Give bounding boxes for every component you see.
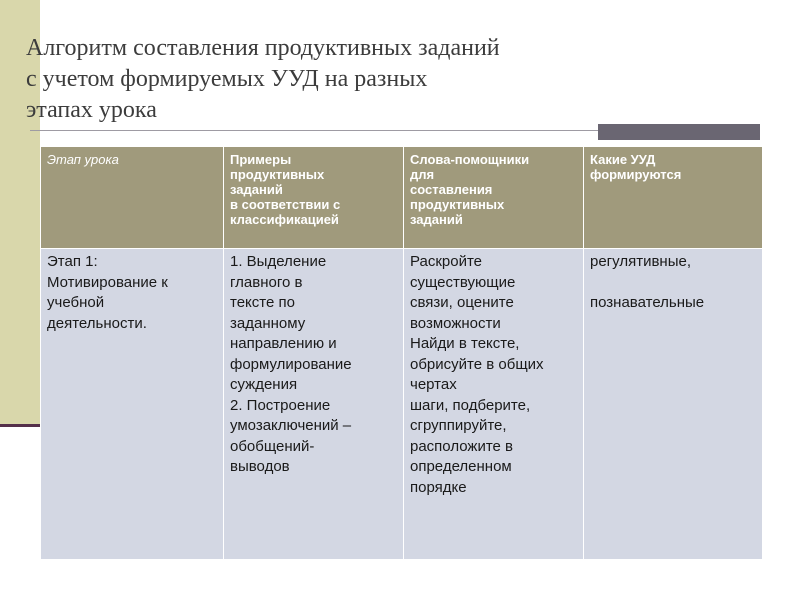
- cell-line: в соответствии с: [230, 197, 341, 212]
- cell-line: заданному: [230, 314, 306, 332]
- blank-line: [590, 273, 756, 293]
- cell-line: умозаключений –: [230, 417, 352, 434]
- cell-line: расположите в: [410, 437, 514, 455]
- title-line: с учетом формируемых УУД на разных: [26, 66, 428, 92]
- cell-line: порядке: [410, 478, 467, 496]
- cell-line: 2. Построение: [230, 396, 331, 414]
- lesson-table: [40, 146, 763, 560]
- cell-uud: [584, 249, 763, 560]
- slide-title: [26, 33, 626, 126]
- cell-line: формулирование: [230, 355, 352, 373]
- cell-line: главного в: [230, 273, 303, 291]
- cell-line: Раскройте: [410, 253, 483, 270]
- cell-line: Этап 1:: [47, 253, 98, 270]
- cell-line: выводов: [230, 458, 290, 475]
- cell-line: определенном: [410, 458, 512, 475]
- cell-helper-words: [404, 249, 584, 560]
- cell-line: для: [410, 167, 435, 182]
- cell-line: учебной: [47, 294, 105, 311]
- cell-line: продуктивных: [410, 197, 505, 212]
- cell-line: Слова-помощники: [410, 152, 530, 167]
- table-row: [41, 249, 763, 560]
- header-cell-helper-words: [404, 147, 584, 249]
- cell-line: шаги, подберите,: [410, 396, 531, 414]
- cell-line: Этап урока: [47, 152, 119, 167]
- cell-line: чертах: [410, 376, 457, 393]
- table-header-row: [41, 147, 763, 249]
- cell-line: формируются: [590, 167, 682, 182]
- cell-line: классификацией: [230, 212, 339, 227]
- cell-line: регулятивные,: [590, 253, 691, 270]
- cell-examples: [224, 249, 404, 560]
- header-cell-stage: [41, 147, 224, 249]
- cell-line: Какие УУД: [590, 152, 656, 167]
- title-line: этапах урока: [26, 97, 157, 123]
- cell-line: продуктивных: [230, 167, 325, 182]
- cell-line: заданий: [410, 212, 463, 227]
- cell-line: 1. Выделение: [230, 253, 327, 270]
- header-cell-uud: [584, 147, 763, 249]
- cell-line: сгруппируйте,: [410, 417, 507, 434]
- cell-line: обобщений-: [230, 437, 315, 455]
- cell-line: тексте по: [230, 294, 295, 311]
- cell-line: познавательные: [590, 293, 705, 311]
- header-cell-examples: [224, 147, 404, 249]
- cell-line: обрисуйте в общих: [410, 355, 544, 373]
- cell-line: существующие: [410, 273, 516, 291]
- cell-line: заданий: [230, 182, 283, 197]
- cell-line: возможности: [410, 314, 501, 332]
- cell-stage: [41, 249, 224, 560]
- cell-line: Мотивирование к: [47, 273, 168, 291]
- title-accent-bar: [598, 124, 760, 140]
- cell-line: Найди в тексте,: [410, 335, 520, 352]
- cell-line: связи, оцените: [410, 294, 514, 311]
- cell-line: суждения: [230, 376, 298, 393]
- cell-line: направлению и: [230, 335, 337, 352]
- cell-line: составления: [410, 182, 493, 197]
- cell-line: Примеры: [230, 152, 292, 167]
- side-decor-rule: [0, 424, 40, 427]
- title-line: Алгоритм составления продуктивных заданий: [26, 35, 500, 61]
- cell-line: деятельности.: [47, 314, 147, 332]
